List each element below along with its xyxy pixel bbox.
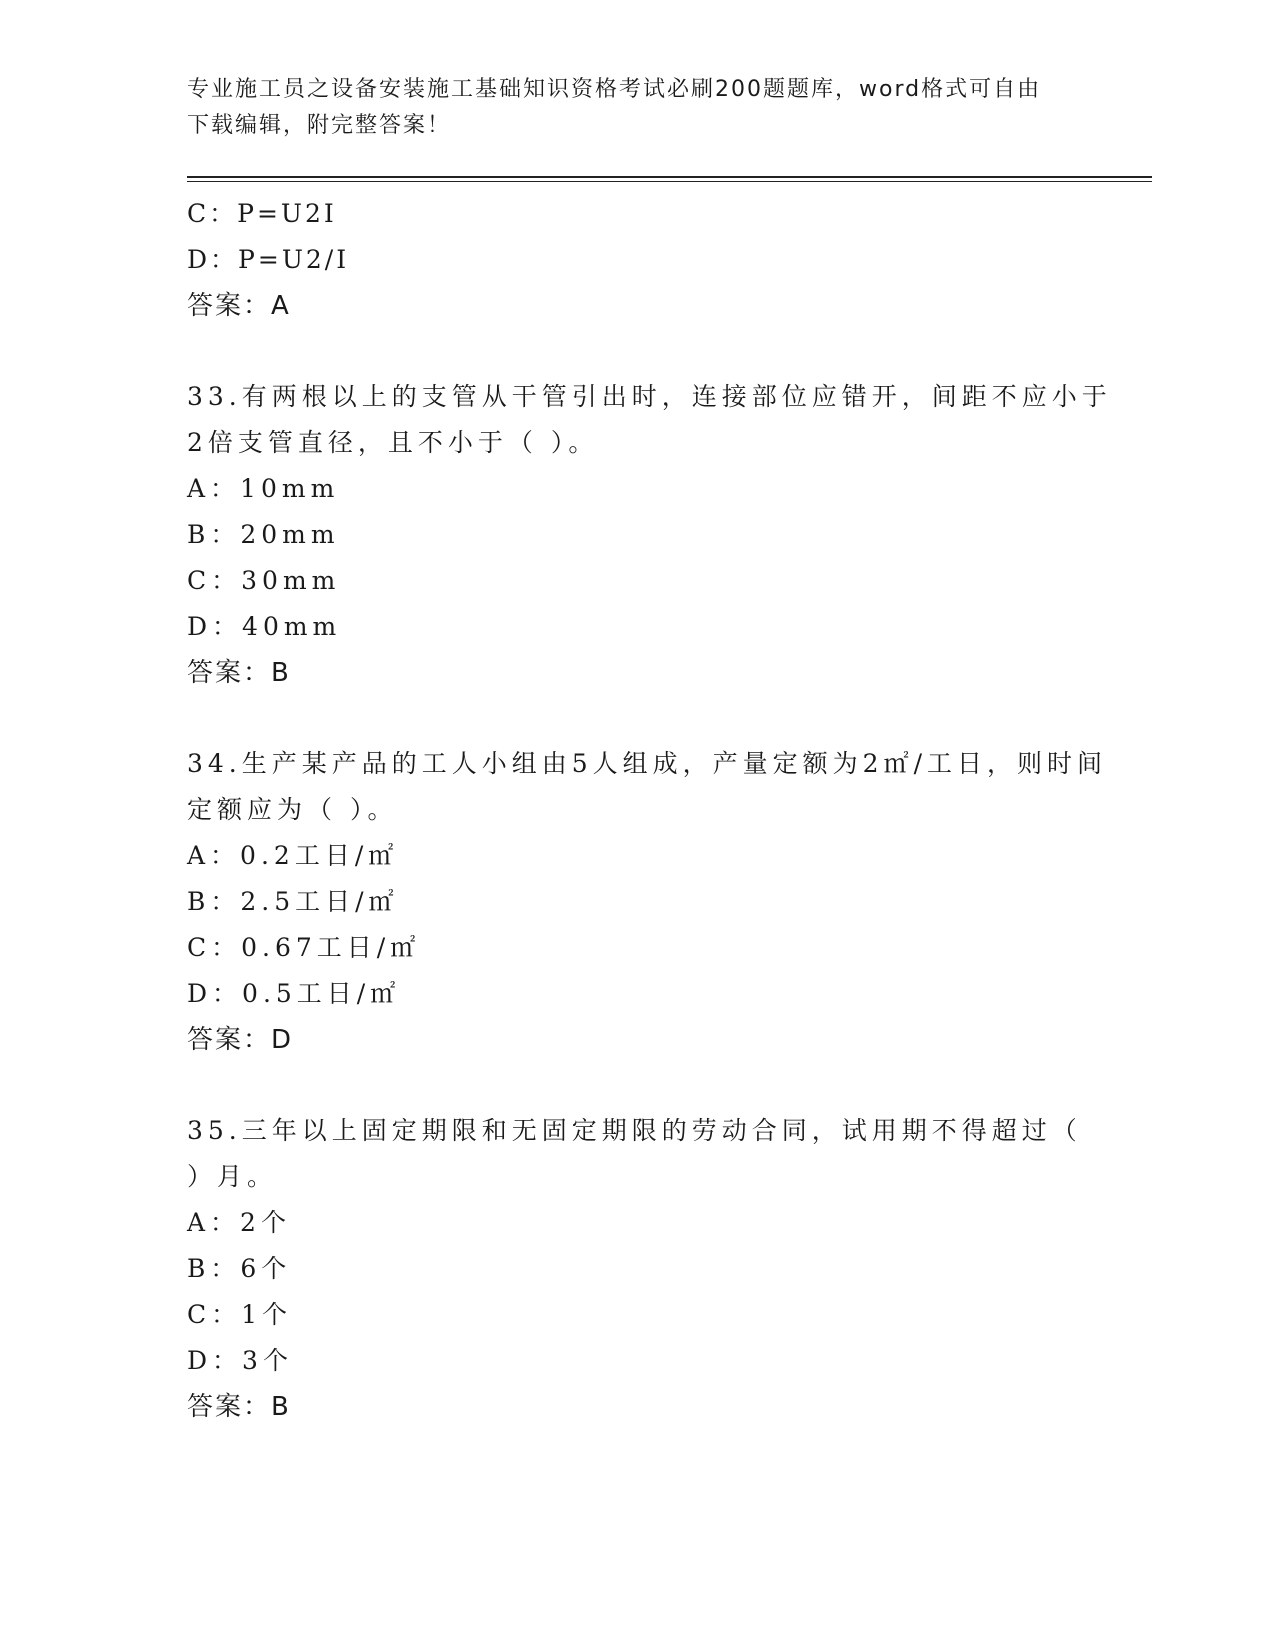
option-c: C：1个 bbox=[187, 1300, 293, 1329]
question-stem-line-1: 35.三年以上固定期限和无固定期限的劳动合同，试用期不得超过（ bbox=[187, 1116, 1082, 1145]
header-divider-thick bbox=[187, 176, 1152, 178]
spacer bbox=[187, 329, 1087, 374]
question-block-35 bbox=[187, 1108, 1087, 1430]
answer-line: 答案：B bbox=[187, 658, 291, 688]
question-block-33 bbox=[187, 374, 1112, 696]
option-a: A：2个 bbox=[187, 1208, 291, 1237]
option-b: B：6个 bbox=[187, 1254, 292, 1283]
question-stem-line-2: ）月。 bbox=[187, 1162, 278, 1191]
document-body bbox=[187, 191, 1112, 1430]
option-d: D：40mm bbox=[187, 612, 342, 641]
header-divider-thin bbox=[187, 181, 1152, 182]
option-d: D：0.5工日/㎡ bbox=[187, 979, 401, 1008]
answer-line: 答案：D bbox=[187, 1025, 294, 1055]
question-stem-line-2: 2倍支管直径，且不小于（ ）。 bbox=[187, 428, 599, 457]
answer-line: 答案：A bbox=[187, 291, 291, 321]
question-stem-line-2: 定额应为（ ）。 bbox=[187, 795, 398, 824]
question-block-34 bbox=[187, 741, 1107, 1063]
question-stem-line-1: 34.生产某产品的工人小组由5人组成，产量定额为2㎡/工日，则时间 bbox=[187, 749, 1107, 778]
option-c: C：30mm bbox=[187, 566, 341, 595]
header-line-2: 下载编辑，附完整答案！ bbox=[187, 113, 452, 138]
option-d: D：3个 bbox=[187, 1346, 293, 1375]
header-line-1: 专业施工员之设备安装施工基础知识资格考试必刷200题题库，word格式可自由 bbox=[187, 77, 1042, 102]
option-c: C：P=U2I bbox=[187, 199, 337, 228]
option-b: B：2.5工日/㎡ bbox=[187, 887, 399, 916]
document-header bbox=[187, 72, 1077, 144]
option-b: B：20mm bbox=[187, 520, 340, 549]
question-block-32 bbox=[187, 191, 1087, 329]
option-a: A：0.2工日/㎡ bbox=[187, 841, 399, 870]
answer-line: 答案：B bbox=[187, 1392, 291, 1422]
option-a: A：10mm bbox=[187, 474, 340, 503]
question-stem-line-1: 33.有两根以上的支管从干管引出时，连接部位应错开，间距不应小于 bbox=[187, 382, 1112, 411]
spacer bbox=[187, 1063, 1087, 1108]
option-c: C：0.67工日/㎡ bbox=[187, 933, 421, 962]
spacer bbox=[187, 696, 1087, 741]
option-d: D：P=U2/I bbox=[187, 245, 350, 274]
